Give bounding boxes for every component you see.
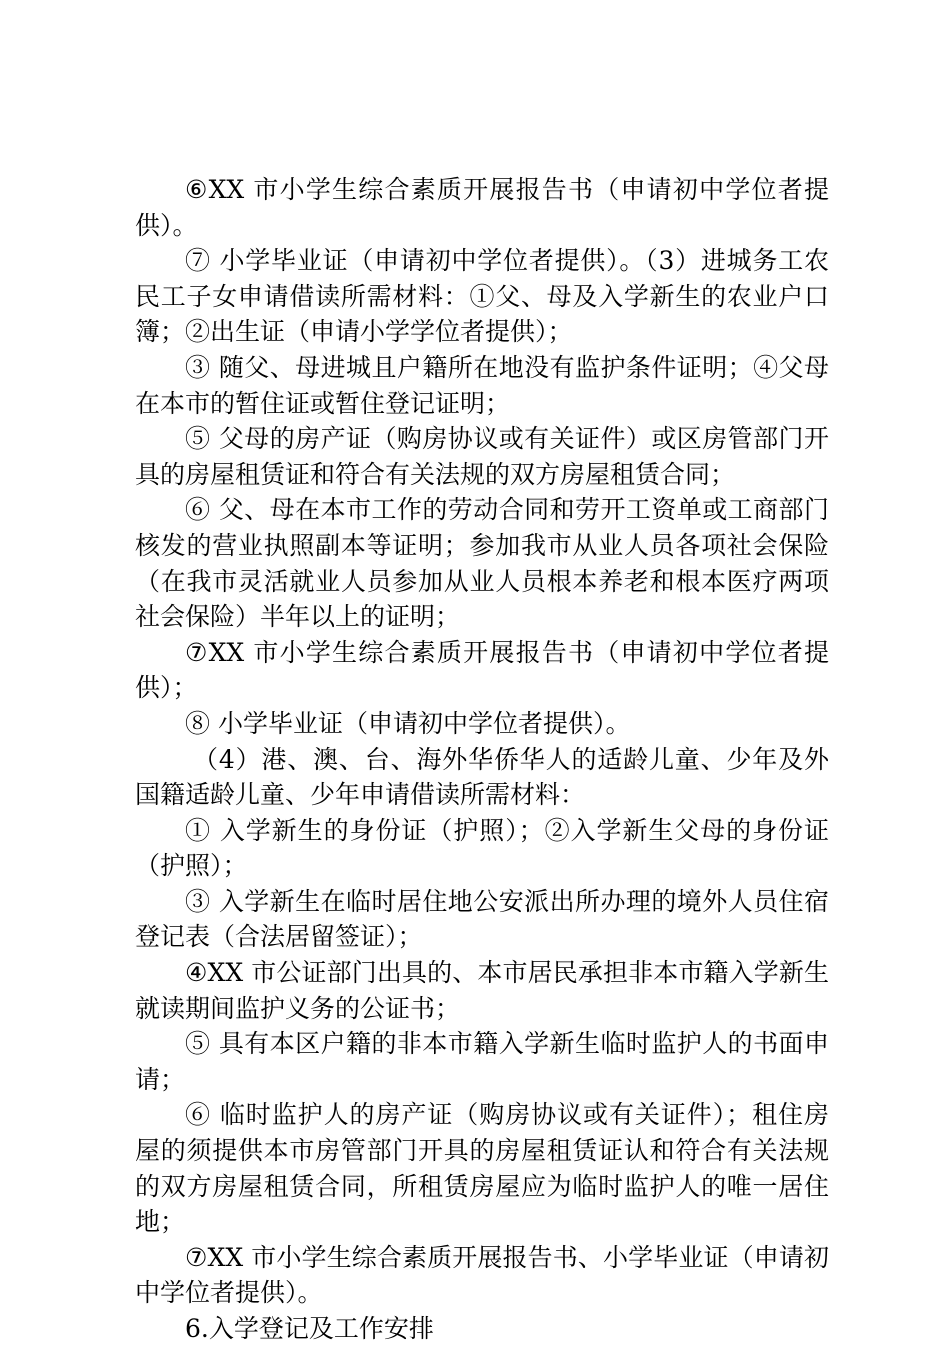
paragraph: ⑤ 具有本区户籍的非本市籍入学新生临时监护人的书面申请；: [135, 1029, 829, 1094]
paragraph: ⑦XX 市小学生综合素质开展报告书（申请初中学位者提供）；: [135, 637, 829, 703]
section-heading: 6.入学登记及工作安排: [185, 1314, 434, 1343]
paragraph: ⑧ 小学毕业证（申请初中学位者提供）。: [185, 708, 631, 738]
paragraph: （4）港、澳、台、海外华侨华人的适龄儿童、少年及外国籍适龄儿童、少年申请借读所需材料：: [135, 744, 829, 810]
paragraph: ⑥ 临时监护人的房产证（购房协议或有关证件）；租住房屋的须提供本市房管部门开具的房屋租赁证认和符合有关法规的双方房屋租赁合同，所租赁房屋应为临时监护人的唯一居住地；: [135, 1100, 829, 1237]
paragraph: ⑥XX 市小学生综合素质开展报告书（申请初中学位者提供）。: [135, 175, 829, 240]
paragraph: ③ 随父、母进城且户籍所在地没有监护条件证明；④父母在本市的暂住证或暂住登记证明；: [135, 352, 829, 418]
paragraph: ③ 入学新生在临时居住地公安派出所办理的境外人员住宿登记表（合法居留签证）；: [135, 886, 829, 952]
paragraph: ⑦XX 市小学生综合素质开展报告书、小学毕业证（申请初中学位者提供）。: [135, 1242, 829, 1308]
paragraph: ⑥ 父、母在本市工作的劳动合同和劳开工资单或工商部门核发的营业执照副本等证明；参加我市从业人员各项社会保险（在我市灵活就业人员参加从业人员根本养老和根本医疗两项社会保险）半年以上的证明；: [135, 495, 829, 632]
document-body: [135, 172, 829, 1347]
paragraph: ⑤ 父母的房产证（购房协议或有关证件）或区房管部门开具的房屋租赁证和符合有关法规的双方房屋租赁合同；: [135, 424, 829, 489]
paragraph: ④XX 市公证部门出具的、本市居民承担非本市籍入学新生就读期间监护义务的公证书；: [135, 958, 829, 1023]
paragraph: ⑦ 小学毕业证（申请初中学位者提供）。（3）进城务工农民工子女申请借读所需材料：①父、母及入学新生的农业户口簿；②出生证（申请小学学位者提供）；: [135, 246, 829, 347]
paragraph: ① 入学新生的身份证（护照）；②入学新生父母的身份证（护照）；: [135, 815, 829, 881]
